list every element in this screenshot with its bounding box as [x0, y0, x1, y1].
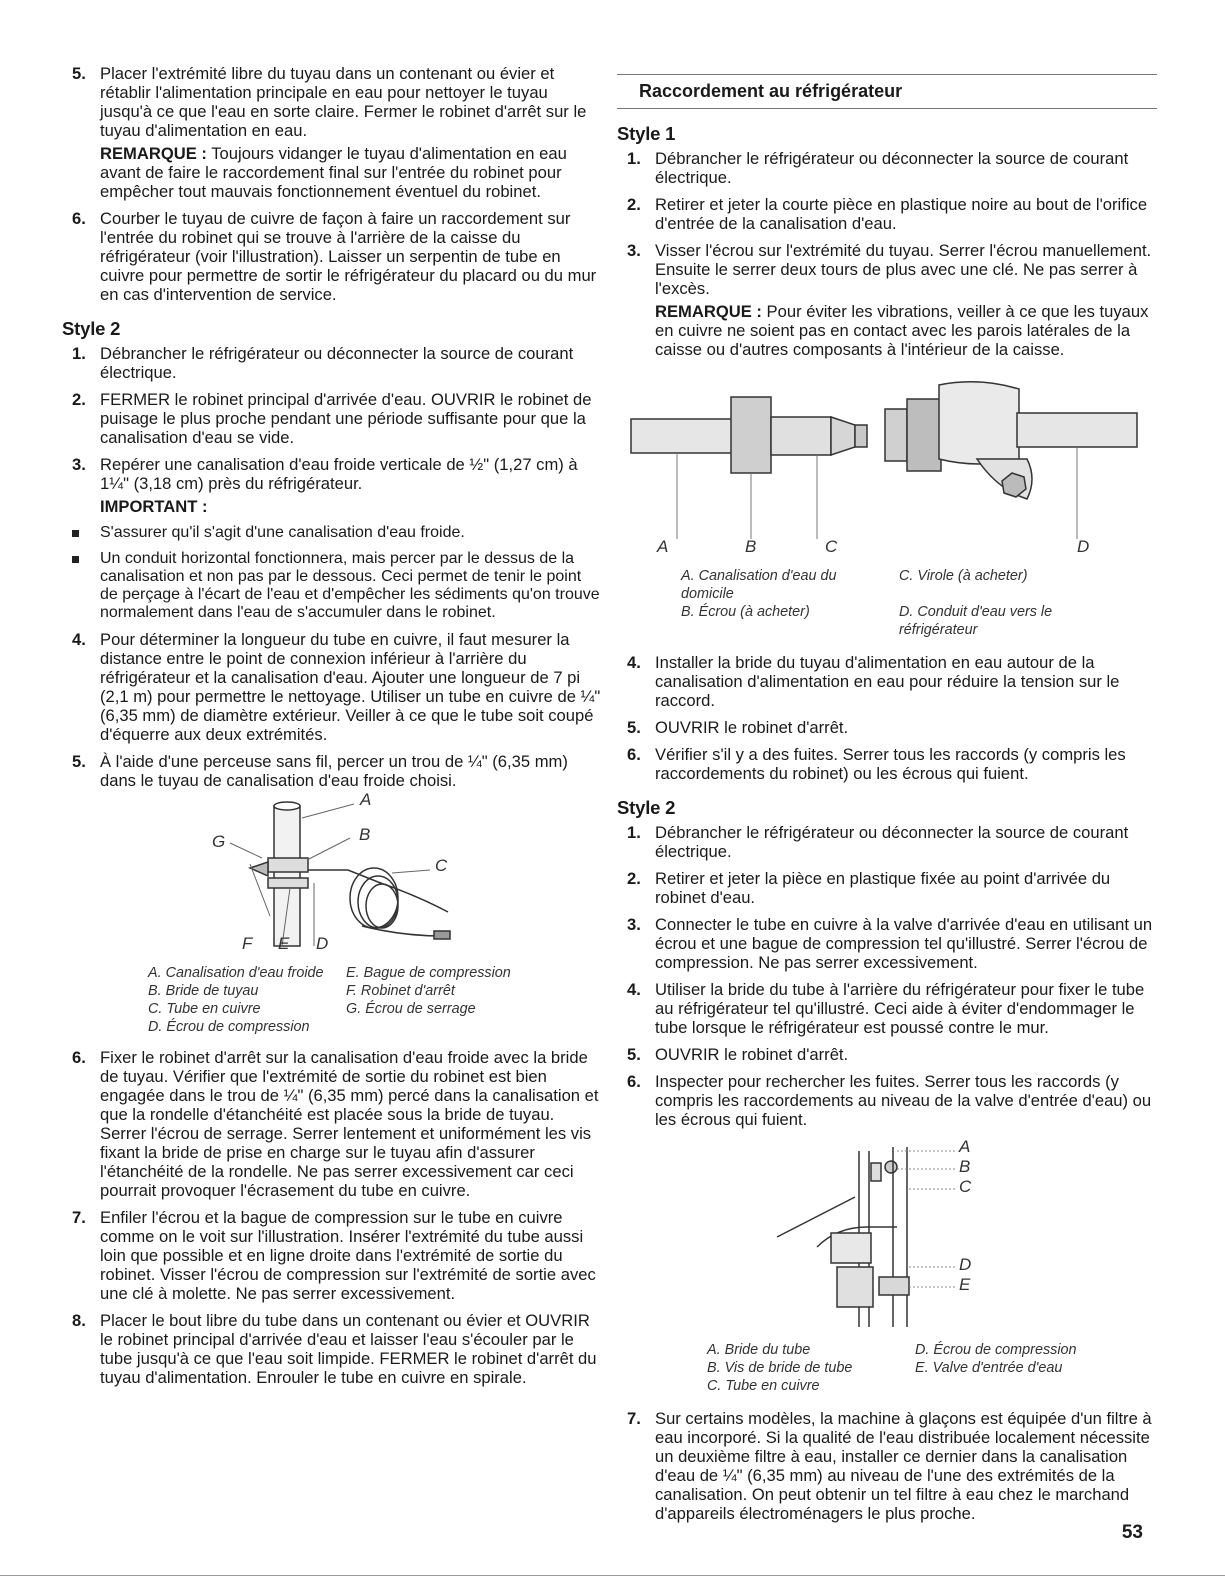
right-s1-step-2: 2. Retirer et jeter la courte pièce en plastique noire au bout de l'orifice d'entrée de la canalisation d'eau. — [627, 195, 1148, 233]
style-1-heading: Style 1 — [617, 123, 676, 144]
right-s2-step-7: 7. Sur certains modèles, la machine à glaçons est équipée d'un filtre à eau incorporé. Si la qualité de l'eau distribuée localement nécessite un deuxième filtre à eau, installer ce dernier dans la canalisation d'eau de ¼" (6,35 mm) au niveau de l'une des extrémités de la canalisation. On peut obtenir un tel filtre à eau chez le marchand d'appareils électroménagers le plus proche. — [627, 1409, 1152, 1523]
fig1-label-c: C — [435, 856, 448, 875]
fig3-label-a: A — [959, 1137, 971, 1156]
fig3-captions: A. Bride du tube D. Écrou de compression B. Vis de bride de tube E. Valve d'entrée d'eau C. Tube en cuivre — [707, 1342, 1077, 1394]
fig1-label-b: B — [359, 825, 371, 844]
left-s2-step-5: 5. À l'aide d'une perceuse sans fil, percer un trou de ¼" (6,35 mm) dans le tuyau de canalisation d'eau froide choisi. — [72, 752, 568, 790]
important-label: IMPORTANT : — [100, 497, 208, 516]
fig2-label-a: A — [657, 537, 669, 556]
left-s2-step-4: 4. Pour déterminer la longueur du tube en cuivre, il faut mesurer la distance entre le point de connexion inférieur à l'arrière du réfrigérateur et la canalisation d'eau. Ajouter une longueur de 7 pi (2,1 m) pour permettre le nettoyage. Utiliser un tube en cuivre de ¼" (6,35 mm) de diamètre extérieur. Veiller à ce que le tube soit coupé d'équerre aux deux extrémités. — [72, 630, 601, 744]
right-s1-step-5: 5. OUVRIR le robinet d'arrêt. — [627, 718, 849, 737]
bullet-square — [72, 556, 79, 563]
fig1-label-f: F — [242, 934, 253, 953]
right-s2-step-3: 3. Connecter le tube en cuivre à la valve d'arrivée d'eau en utilisant un écrou et une bague de compression tel qu'illustré. Serrer l'écrou de compression. Ne pas serrer excessivement. — [627, 915, 1153, 972]
fig2-label-d: D — [1077, 537, 1090, 556]
note-2: REMARQUE : Pour éviter les vibrations, veiller à ce que les tuyaux en cuivre ne soient pas en contact avec les parois latérales de la caisse ou d'autres composants à l'intérieur de la caisse. — [655, 302, 1149, 359]
inlet-valve-illustration — [617, 1137, 1157, 1337]
right-s2-step-6: 6. Inspecter pour rechercher les fuites. Serrer tous les raccords (y compris les raccordements au niveau de la valve d'entrée d'eau) ou les écrous qui fuient. — [627, 1072, 1152, 1129]
fig1-label-g: G — [212, 832, 226, 851]
step-5a: 5. Placer l'extrémité libre du tuyau dans un contenant ou évier et rétablir l'alimentation principale en eau pour nettoyer le tuyau jusqu'à ce que l'eau en sorte claire. Fermer le robinet d'arrêt sur le tuyau d'alimentation en eau. REMARQUE : Toujours vidanger le tuyau d'alimentation en eau avant de faire le raccordement final sur l'entrée du robinet pour empêcher tout mauvais fonctionnement éventuel du robinet. — [62, 64, 602, 201]
right-s2-step-5: 5. OUVRIR le robinet d'arrêt. — [627, 1045, 849, 1064]
right-s1-step-3: 3. Visser l'écrou sur l'extrémité du tuyau. Serrer l'écrou manuellement. Ensuite le serrer deux tours de plus avec une clé. Ne pas serrer à l'excès. REMARQUE : Pour éviter les vibrations, veiller à ce que les tuyaux en cuivre ne soient pas en contact avec les parois latérales de la caisse ou d'autres composants à l'intérieur de la caisse. — [617, 241, 1157, 359]
right-s2-step-1: 1. Débrancher le réfrigérateur ou déconnecter la source de courant électrique. — [627, 823, 1129, 861]
bullet-2: Un conduit horizontal fonctionnera, mais percer par le dessus de la canalisation et non pas par le dessous. Ceci permet de tenir le point de perçage à l'écart de l'eau et d'empêcher les sédiments qu'on trouve normalement dans l'eau de s'accumuler dans le robinet. — [62, 550, 602, 622]
right-s2-step-4: 4. Utiliser la bride du tube à l'arrière du réfrigérateur pour fixer le tube au réfrigérateur tel qu'illustré. Ceci aide à éviter d'endommager le tube lorsque le réfrigérateur est poussé contre le mur. — [627, 980, 1145, 1037]
bottom-rule — [0, 1575, 1225, 1576]
section-heading: Raccordement au réfrigérateur — [617, 74, 1157, 109]
left-column — [62, 64, 602, 1395]
left-s2-step-7: 7. Enfiler l'écrou et la bague de compression sur le tube en cuivre comme on le voit sur l'illustration. Insérer l'extrémité du tube aussi loin que possible et en ligne droite dans l'extrémité de sortie du robinet. Visser l'écrou de compression sur l'extrémité de sortie avec une clé à molette. Ne pas serrer excessivement. — [72, 1208, 596, 1303]
right-column — [617, 64, 1157, 1531]
fig1-label-d: D — [316, 934, 329, 953]
fig3-label-c: C — [959, 1177, 972, 1196]
fig2-label-c: C — [825, 537, 838, 556]
right-s2-step-2: 2. Retirer et jeter la pièce en plastique fixée au point d'arrivée du robinet d'eau. — [627, 869, 1111, 907]
connection-illustration — [617, 369, 1157, 559]
fig3-label-b: B — [959, 1157, 971, 1176]
style-2-heading-left: Style 2 — [62, 318, 121, 339]
page-number: 53 — [1121, 1522, 1143, 1543]
step-6a: 6. Courber le tuyau de cuivre de façon à faire un raccordement sur l'entrée du robinet qui se trouve à l'arrière de la caisse du réfrigérateur (voir l'illustration). Laisser un serpentin de tube en cuivre pour permettre de sortir le réfrigérateur du placard ou du mur en cas d'intervention de service. — [72, 209, 597, 304]
figure-connection-style1 — [617, 369, 1157, 559]
fig2-label-b: B — [745, 537, 757, 556]
left-s2-step-6: 6. Fixer le robinet d'arrêt sur la canalisation d'eau froide avec la bride de tuyau. Vérifier que l'extrémité de sortie du robinet est bien engagée dans le trou de ¼" (6,35 mm) percé dans la canalisation et que la rondelle d'étanchéité est placée sous la bride de tuyau. Serrer l'écrou de serrage. Serrer lentement et uniformément les vis fixant la bride de prise en charge sur le tuyau afin d'assurer l'étanchéité de la rondelle. Ne pas serrer excessivement car ceci pourrait provoquer l'écrasement du tube en cuivre. — [72, 1048, 599, 1200]
left-s2-step-8: 8. Placer le bout libre du tube dans un contenant ou évier et OUVRIR le robinet principal d'arrivée d'eau et laisser l'eau s'écouler par le tube jusqu'à ce que l'eau soit limpide. FERMER le robinet d'arrêt du tuyau d'alimentation. Enrouler le tube en cuivre en spirale. — [72, 1311, 597, 1387]
fig3-label-d: D — [959, 1255, 972, 1274]
fig1-captions: A. Canalisation d'eau froide E. Bague de compression B. Bride de tuyau F. Robinet d'arrêt C. Tube en cuivre G. Écrou de serrage D. Écrou de compression — [148, 965, 511, 1035]
style-2-heading-right: Style 2 — [617, 797, 676, 818]
right-s1-step-1: 1. Débrancher le réfrigérateur ou déconnecter la source de courant électrique. — [627, 149, 1129, 187]
fig3-label-e: E — [959, 1275, 971, 1294]
left-s2-step-2: 2. FERMER le robinet principal d'arrivée d'eau. OUVRIR le robinet de puisage le plus proche pendant une période suffisante pour que la canalisation d'eau se vide. — [72, 390, 592, 447]
fig1-label-e: E — [278, 934, 290, 953]
fig2-captions: A. Canalisation d'eau du domicile C. Virole (à acheter) B. Écrou (à acheter) D. Conduit d'eau vers le réfrigérateur — [681, 568, 1053, 638]
right-s1-step-4: 4. Installer la bride du tuyau d'alimentation en eau autour de la canalisation d'alimentation en eau pour réduire la tension sur le raccord. — [627, 653, 1120, 710]
shutoff-valve-illustration — [62, 798, 602, 958]
left-s2-step-3: 3. Repérer une canalisation d'eau froide verticale de ½" (1,27 cm) à 1¼" (3,18 cm) près du réfrigérateur. IMPORTANT : — [62, 455, 602, 516]
note-1: REMARQUE : Toujours vidanger le tuyau d'alimentation en eau avant de faire le raccordement final sur l'entrée du robinet pour empêcher tout mauvais fonctionnement éventuel du robinet. — [100, 144, 567, 201]
left-s2-step-1: 1. Débrancher le réfrigérateur ou déconnecter la source de courant électrique. — [72, 344, 574, 382]
figure-shutoff-valve — [62, 790, 602, 958]
figure-inlet-valve — [617, 1137, 1157, 1337]
fig1-label-a: A — [360, 790, 372, 809]
bullet-1: S'assurer qu'il s'agit d'une canalisation d'eau froide. — [62, 524, 602, 542]
bullet-square — [72, 530, 79, 537]
right-s1-step-6: 6. Vérifier s'il y a des fuites. Serrer tous les raccords (y compris les raccordements du robinet) ou les écrous qui fuient. — [627, 745, 1126, 783]
